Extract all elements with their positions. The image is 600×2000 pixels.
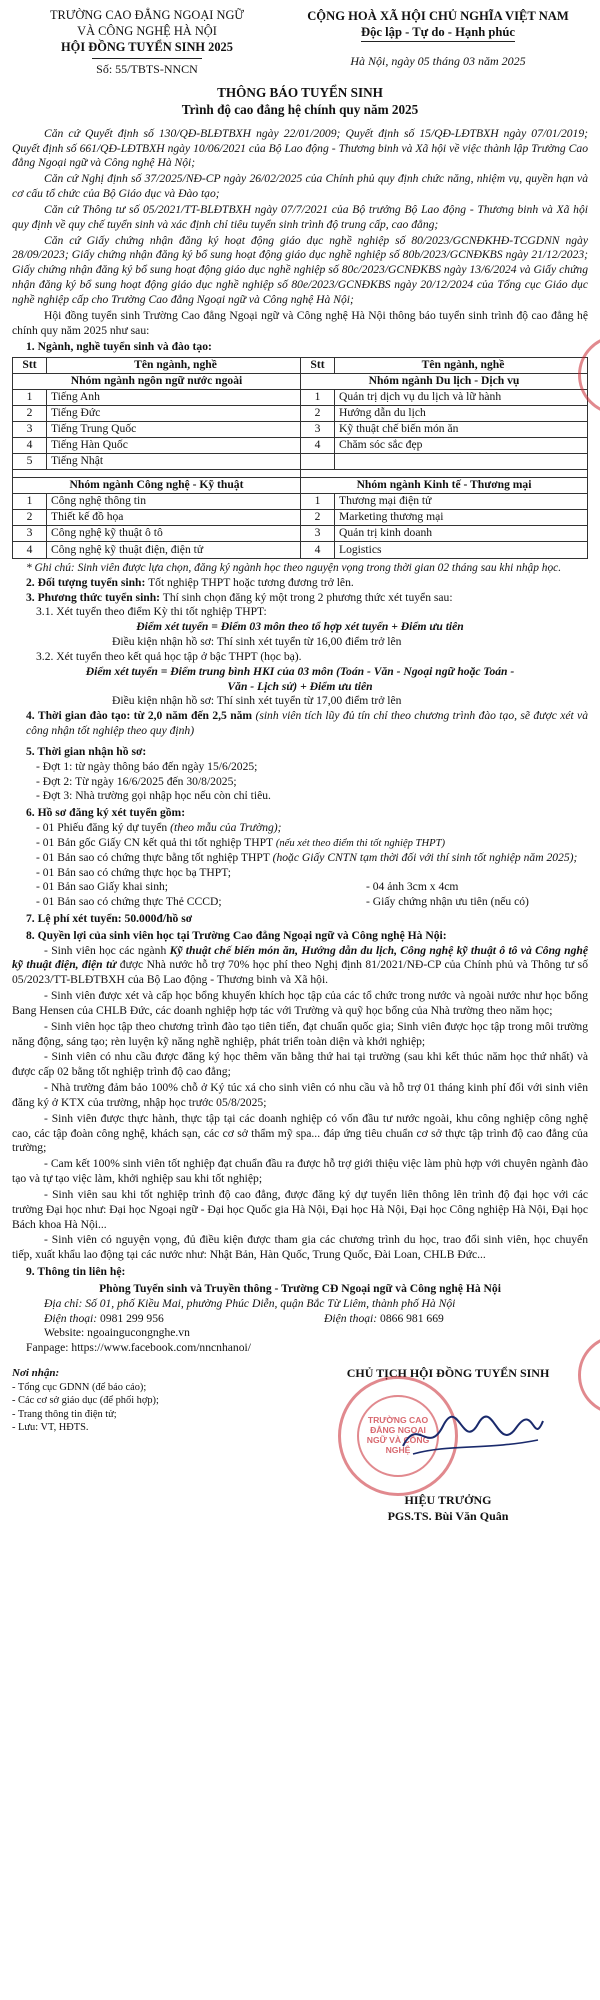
row-name: Logistics [339, 542, 382, 556]
document-subtitle: Trình độ cao đẳng hệ chính quy năm 2025 [181, 101, 419, 117]
contact-org: Phòng Tuyển sinh và Truyền thông - Trường CĐ Ngoại ngữ và Công nghệ Hà Nội [99, 1281, 501, 1295]
row-stt: 2 [13, 406, 47, 421]
row-stt: 1 [301, 494, 335, 509]
intro-paragraph: Hội đồng tuyển sinh Trường Cao đẳng Ngoại ngữ và Công nghệ Hà Nội thông báo tuyển sinh trình độ cao đẳng hệ chính quy năm 2025 như sau: [12, 308, 588, 337]
row-stt: 2 [301, 510, 335, 525]
row-stt: 3 [301, 422, 335, 437]
row-stt: 2 [301, 406, 335, 421]
table-row [301, 422, 587, 438]
list-item [12, 895, 588, 910]
table-row [13, 422, 300, 438]
row-stt: 5 [13, 454, 47, 469]
method-2: 3.2. Xét tuyển theo kết quả học tập ở bậc THPT (học bạ). [36, 649, 302, 663]
row-stt: 1 [301, 390, 335, 405]
item-text: - 01 Bản sao có chứng thực bằng tốt nghiệp THPT [36, 850, 270, 864]
table-row [301, 390, 587, 406]
table-row [13, 494, 300, 510]
document-header [12, 8, 588, 77]
row-name: Kỹ thuật chế biến món ăn [339, 422, 459, 436]
contact-website[interactable]: Website: ngoaingucongnghe.vn [44, 1326, 190, 1340]
section-5-heading: 5. Thời gian nhận hồ sơ: [26, 744, 147, 758]
recipient-item: - Tổng cục GDNN (để báo cáo); [12, 1382, 147, 1394]
row-stt: 2 [13, 510, 47, 525]
header-rule [92, 58, 202, 59]
list-item: - Đợt 3: Nhà trường gọi nhập học nếu còn chỉ tiêu. [36, 789, 271, 803]
legal-basis: Căn cứ Giấy chứng nhận đăng ký hoạt động giáo dục nghề nghiệp số 80/2023/GCNĐKHĐ-TCGDNN ngày 28/09/2023; Giấy chứng nhận đăng ký bổ sung hoạt động giáo dục nghề nghiệp số 80b/2023/GCNĐKBS ngày 21/12/2023; Giấy chứng nhận đăng ký bổ sung hoạt động giáo dục nghề nghiệp số 80c/2023/GCNĐKBS ngày 13/6/2024 và Giấy chứng nhận đăng ký bổ sung hoạt động giáo dục nghề nghiệp số 80e/2023/GCNĐKBS ngày 20/12/2024 của Tổng cục Giáo dục nghề nghiệp cấp cho Trường Cao đẳng Ngoại ngữ và Công nghệ Hà Nội; [12, 233, 588, 306]
recipient-item: - Lưu: VT, HĐTS. [12, 1422, 89, 1434]
section-8-heading: 8. Quyền lợi của sinh viên học tại Trường Cao đẳng Ngoại ngữ và Công nghệ Hà Nội: [26, 928, 447, 942]
section-2-text: Tốt nghiệp THPT hoặc tương đương trở lên. [148, 575, 354, 589]
group-row: Nhóm ngành Kinh tế - Thương mại [301, 478, 587, 494]
row-stt: 3 [13, 526, 47, 541]
benefit-item: - Sinh viên có nhu cầu được đăng ký học thêm văn bằng thứ hai tại trường (sau khi kết thúc năm học thứ nhất) và được cấp 02 bằng tốt nghiệp trình độ cao đẳng; [12, 1050, 588, 1079]
document-date: Hà Nội, ngày 05 tháng 03 năm 2025 [350, 54, 526, 69]
benefit-item: - Sinh viên được thực hành, thực tập tại các doanh nghiệp có vốn đầu tư nước ngoài, khu công nghiệp công nghệ cao, các tập đoàn công nghệ, khách sạn, các cơ sở thẩm mỹ spa... đáp ứng tiêu chuẩn cơ sở thực tập trình độ cao đẳng của trường; [12, 1111, 588, 1155]
document-title: THÔNG BÁO TUYỂN SINH [217, 84, 383, 100]
method-2-formula-cont: Văn - Lịch sử) + Điểm ưu tiên [227, 679, 373, 693]
list-item [12, 836, 588, 851]
row-name: Công nghệ thông tin [51, 494, 147, 508]
majors-table-left [13, 358, 300, 558]
table-row [13, 438, 300, 454]
row-name: Hướng dẫn du lịch [339, 406, 426, 420]
list-item: - 01 Bản sao có chứng thực học bạ THPT; [36, 865, 231, 879]
table-row [301, 494, 587, 510]
group-row: Nhóm ngành Công nghệ - Kỹ thuật [13, 478, 300, 494]
recipient-item: - Các cơ sở giáo dục (để phối hợp); [12, 1395, 159, 1407]
document-footer [12, 1366, 588, 1524]
contact-address: Địa chỉ: Số 01, phố Kiều Mai, phường Phúc Diễn, quận Bắc Từ Liêm, thành phố Hà Nội [44, 1296, 456, 1310]
list-item [12, 851, 588, 866]
list-item: - Đợt 2: Từ ngày 16/6/2025 đến 30/8/2025; [36, 774, 237, 788]
item-emphasis: Kỹ thuật chế biến món ăn, Hướng dẫn du lịch, Công nghệ kỹ thuật ô tô và Công nghệ kỹ thuật điện, điện tử [12, 943, 589, 972]
table-row [13, 454, 300, 470]
recipients-title: Nơi nhận: [12, 1367, 60, 1380]
item-text: - 01 Phiếu đăng ký dự tuyển [36, 821, 168, 835]
row-stt [301, 454, 335, 469]
contact-phones [12, 1312, 588, 1327]
majors-table-right [300, 358, 587, 558]
majors-table [12, 357, 588, 559]
table-header-row [13, 358, 300, 374]
row-stt: 4 [301, 438, 335, 453]
issuer-block [12, 8, 282, 77]
benefit-item: - Sinh viên sau khi tốt nghiệp trình độ cao đẳng, được đăng ký dự tuyển liên thông lên trình độ đại học với các trường Đại học như: Đại học Ngoại ngữ - Đại học Quốc gia Hà Nội, Đại học Hà Nội, Đại học Công nghiệp Hà Nội, Đại học Bách khoa Hà Nội... [12, 1187, 588, 1231]
table-row [13, 542, 300, 558]
section-3-text: Thí sinh chọn đăng ký một trong 2 phương thức xét tuyển sau: [162, 590, 453, 604]
table-row [13, 390, 300, 406]
benefit-item: - Nhà trường đảm bảo 100% chỗ ở Ký túc xá cho sinh viên có nhu cầu và hỗ trợ 01 tháng kinh phí đối với sinh viên đăng ký ở KTX của trường, nhập học trước 05/8/2025; [12, 1081, 588, 1109]
section-1-heading: 1. Ngành, nghề tuyển sinh và đào tạo: [26, 340, 212, 354]
table-row [301, 454, 587, 470]
method-2-condition: Điều kiện nhận hồ sơ: Thí sinh xét tuyển từ 17,00 điểm trở lên [112, 694, 402, 708]
benefit-item: - Cam kết 100% sinh viên tốt nghiệp đạt chuẩn đầu ra được hỗ trợ giới thiệu việc làm phù hợp với chuyên ngành đào tạo và tự tạo việc làm, khởi nghiệp sau khi tốt nghiệp; [12, 1157, 588, 1186]
table-header-row [301, 358, 587, 374]
table-row [13, 526, 300, 542]
row-name: Quản trị dịch vụ du lịch và lữ hành [339, 390, 502, 404]
row-stt: 4 [13, 438, 47, 453]
seal-text: TRƯỜNG CAO ĐẲNG NGOẠI NGỮ VÀ CÔNG NGHỆ [366, 1415, 430, 1455]
row-stt: 1 [13, 390, 47, 405]
contact-fanpage[interactable]: Fanpage: https://www.facebook.com/nncnhanoi/ [26, 1341, 251, 1355]
section-3 [12, 591, 588, 606]
majors-note: * Ghi chú: Sinh viên được lựa chọn, đăng ký ngành học theo nguyện vọng trong thời gian 02 tháng sau khi nhập học. [26, 562, 562, 575]
recipients-block [12, 1366, 262, 1524]
col-stt: Stt [13, 358, 47, 373]
list-item [12, 821, 588, 836]
item-text: - 01 Bản sao có chứng thực Thẻ CCCD; [36, 895, 222, 909]
section-4-heading: 4. Thời gian đào tạo: từ 2,0 năm đến 2,5 năm [26, 709, 253, 723]
item-text: được Nhà nước hỗ trợ 70% học phí theo Nghị định 81/2021/NĐ-CP của Chính phủ và Thông tư số 05/2023/TT-BLĐTBXH của Bộ Lao động - Thương binh và Xã hội. [12, 958, 588, 987]
national-title: CỘNG HOÀ XÃ HỘI CHỦ NGHĨA VIỆT NAM [307, 9, 569, 23]
row-name: Tiếng Hàn Quốc [51, 438, 128, 452]
document-number: Số: 55/TBTS-NNCN [96, 61, 198, 76]
row-stt: 4 [13, 542, 47, 558]
row-stt: 1 [13, 494, 47, 509]
row-name: Công nghệ kỹ thuật điện, điện tử [51, 542, 204, 556]
col-name: Tên ngành, nghề [421, 358, 505, 372]
signer-title: CHỦ TỊCH HỘI ĐỒNG TUYỂN SINH [346, 1366, 550, 1381]
table-row [301, 406, 587, 422]
phone-number[interactable]: 0981 299 956 [100, 1311, 164, 1325]
table-row [301, 542, 587, 558]
national-motto-block [288, 8, 588, 77]
row-name: Thiết kế đồ họa [51, 510, 124, 524]
item-note: (hoặc Giấy CNTN tạm thời đối với thí sinh tốt nghiệp năm 2025); [272, 850, 578, 864]
item-text: - 01 Bản gốc Giấy CN kết quả thi tốt nghiệp THPT [36, 835, 273, 849]
table-row [13, 510, 300, 526]
section-3-heading: 3. Phương thức tuyển sinh: [26, 590, 161, 604]
col-stt: Stt [301, 358, 335, 373]
table-row [301, 510, 587, 526]
method-1-condition: Điều kiện nhận hồ sơ: Thí sinh xét tuyển từ 16,00 điểm trở lên [112, 635, 402, 649]
benefit-item: - Sinh viên có nguyện vọng, đủ điều kiện được tham gia các chương trình du học, trao đổi sinh viên, học chuyển tiếp, xuất khẩu lao động tại các nước như: Nhật Bản, Hàn Quốc, Trung Quốc, Đài Loan, CHLB Đức... [12, 1233, 588, 1262]
item-text: - Sinh viên học các ngành [44, 943, 167, 957]
method-2-formula: Điểm xét tuyển = Điểm trung bình HKI của 03 môn (Toán - Văn - Ngoại ngữ hoặc Toán - [85, 664, 515, 678]
table-row [301, 526, 587, 542]
signer-name: PGS.TS. Bùi Văn Quân [387, 1508, 509, 1523]
list-item [12, 880, 588, 895]
phone-label: Điện thoại: [324, 1311, 378, 1325]
row-stt: 4 [301, 542, 335, 558]
group-row: Nhóm ngành Du lịch - Dịch vụ [301, 374, 587, 390]
row-name: Tiếng Nhật [51, 454, 104, 468]
signer-role: HIỆU TRƯỞNG [404, 1493, 492, 1508]
legal-basis: Căn cứ Quyết định số 130/QĐ-BLĐTBXH ngày 22/01/2009; Quyết định số 15/QĐ-LĐTBXH ngày 07/01/2019; Quyết định số 661/QĐ-LĐTBXH ngày 10/06/2021 của Bộ Lao động - Thương binh và Xã hội về việc thành lập Trường Cao đẳng Ngoại ngữ và Công nghệ Hà Nội; [12, 126, 588, 170]
item-text: - 01 Bản sao Giấy khai sinh; [36, 880, 169, 894]
table-gap [13, 470, 300, 478]
table-row [301, 438, 587, 454]
section-2-heading: 2. Đối tượng tuyển sinh: [26, 575, 146, 589]
section-4 [12, 709, 588, 739]
table-row [13, 406, 300, 422]
section-9-heading: 9. Thông tin liên hệ: [26, 1265, 126, 1279]
row-name: Công nghệ kỹ thuật ô tô [51, 526, 163, 540]
item-text: - 04 ảnh 3cm x 4cm [366, 880, 459, 894]
row-stt: 3 [301, 526, 335, 541]
benefit-item [12, 944, 588, 988]
legal-basis: Căn cứ Nghị định số 37/2025/NĐ-CP ngày 26/02/2025 của Chính phủ quy định chức năng, nhiệm vụ, quyền hạn và cơ cấu tổ chức của Bộ Giáo dục và Đào tạo; [12, 172, 588, 201]
row-name: Tiếng Đức [51, 406, 101, 420]
table-gap [301, 470, 587, 478]
national-motto: Độc lập - Tự do - Hạnh phúc [361, 24, 515, 42]
item-note: (nếu xét theo điểm thi tốt nghiệp THPT) [275, 837, 445, 849]
benefit-item: - Sinh viên được xét và cấp học bổng khuyến khích học tập của các tổ chức trong nước và ngoài nước như học bổng Bang Hensen của CHLB Đức, các doanh nghiệp hợp tác với Trường và quỹ học bổng của Nhà trường theo năm học; [12, 989, 588, 1017]
row-name: Marketing thương mại [339, 510, 444, 524]
recipient-item: - Trang thông tin điện tử; [12, 1408, 117, 1420]
row-name: Chăm sóc sắc đẹp [339, 438, 423, 452]
section-2 [12, 576, 588, 591]
signature-block [308, 1366, 588, 1524]
section-6-heading: 6. Hồ sơ đăng ký xét tuyển gồm: [26, 806, 186, 820]
phone-number[interactable]: 0866 981 669 [380, 1311, 444, 1325]
item-note: (theo mẫu của Trường); [170, 821, 282, 835]
method-1-formula: Điểm xét tuyển = Điểm 03 môn theo tổ hợp xét tuyển + Điểm ưu tiên [136, 620, 464, 634]
issuer-line-1: TRƯỜNG CAO ĐẲNG NGOẠI NGỮ [49, 8, 245, 22]
list-item: - Đợt 1: từ ngày thông báo đến ngày 15/6/2025; [36, 759, 258, 773]
row-name: Thương mại điện tử [339, 494, 432, 508]
row-name: Tiếng Trung Quốc [51, 422, 137, 436]
section-7-heading: 7. Lệ phí xét tuyển: 50.000đ/hồ sơ [26, 912, 193, 925]
issuer-line-2: VÀ CÔNG NGHỆ HÀ NỘI [77, 23, 217, 38]
item-text: - Giấy chứng nhận ưu tiên (nếu có) [366, 895, 529, 909]
row-name: Quản trị kinh doanh [339, 526, 433, 540]
legal-basis: Căn cứ Thông tư số 05/2021/TT-BLĐTBXH ngày 07/7/2021 của Bộ trưởng Bộ Lao động - Thương binh và Xã hội quy định về quy chế tuyển sinh và xác định chỉ tiêu tuyển sinh trình độ trung cấp, cao đẳng; [12, 202, 588, 231]
method-1: 3.1. Xét tuyển theo điểm Kỳ thi tốt nghiệp THPT: [36, 605, 267, 619]
issuer-line-3: HỘI ĐỒNG TUYỂN SINH 2025 [61, 39, 233, 54]
row-name: Tiếng Anh [51, 390, 100, 404]
row-stt: 3 [13, 422, 47, 437]
handwritten-signature [398, 1406, 548, 1466]
section-4-text: (sinh viên tích lũy đủ tín chỉ theo chương trình đào tạo, sẽ được xét và công nhận tốt nghiệp theo quy định) [26, 709, 588, 738]
phone-label: Điện thoại: [44, 1311, 98, 1325]
group-row: Nhóm ngành ngôn ngữ nước ngoài [13, 374, 300, 390]
col-name: Tên ngành, nghề [134, 358, 217, 372]
benefit-item: - Sinh viên học tập theo chương trình đào tạo tiên tiến, đạt chuẩn quốc gia; Sinh viên được học tập trong môi trường năng động, sáng tạo; rèn luyện kỹ năng nghề nghiệp, phát triển toàn diện và khởi nghiệp; [12, 1019, 588, 1048]
